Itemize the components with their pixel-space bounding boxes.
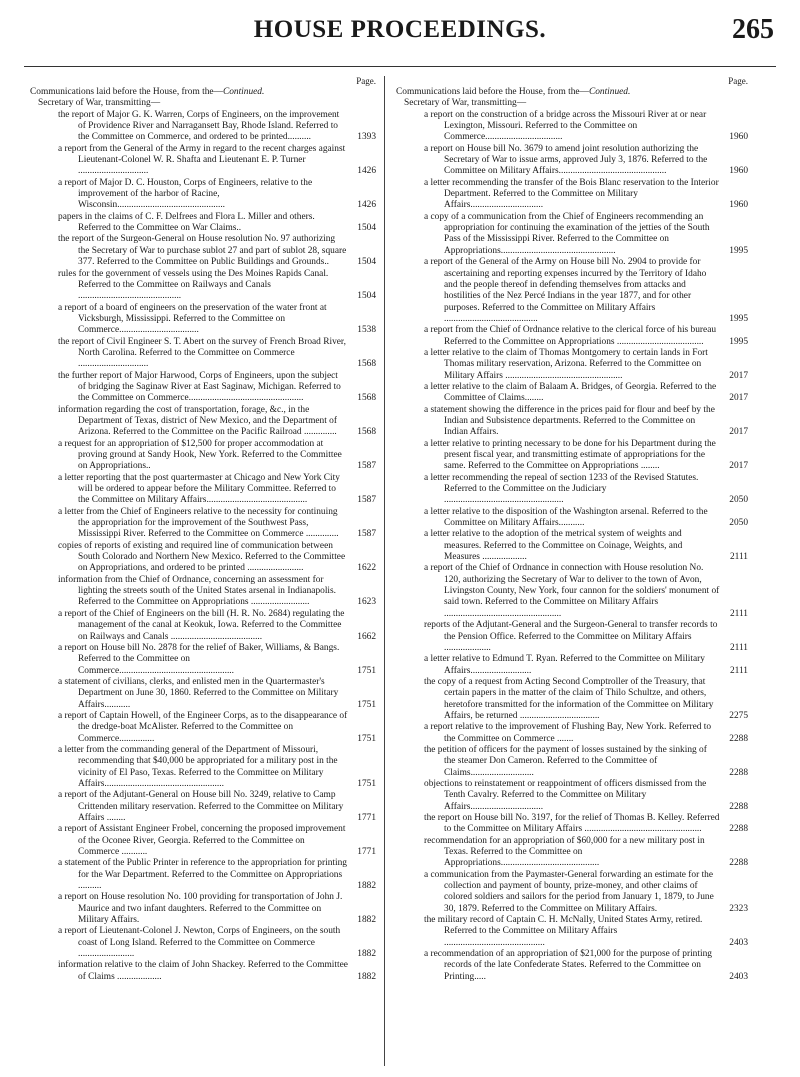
index-entry <box>30 745 376 790</box>
entry-page-ref: 1882 <box>357 915 376 926</box>
index-entry <box>30 575 376 609</box>
entry-page-ref: 1504 <box>357 291 376 302</box>
entry-page-ref: 2288 <box>729 733 748 744</box>
index-entry <box>30 303 376 337</box>
index-entry <box>30 337 376 371</box>
entry-page-ref: 1882 <box>357 949 376 960</box>
entry-page-ref: 2323 <box>729 903 748 914</box>
entry-page-ref: 1995 <box>729 245 748 256</box>
entry-text: reports of the Adjutant-General and the Surgeon-General to transfer records to the Pension Office. Referred to the Committee on Military Affairs .................... <box>424 620 718 653</box>
page-number: 265 <box>732 14 774 45</box>
entry-page-ref: 1623 <box>357 597 376 608</box>
entry-page-ref: 1538 <box>357 325 376 336</box>
entry-text: the petition of officers for the payment of losses sustained by the sinking of the steamer Don Cameron. Referred to the Committee of Claims........................... <box>424 744 707 778</box>
entry-page-ref: 2288 <box>729 858 748 869</box>
index-entry <box>396 779 748 813</box>
entry-page-ref: 1995 <box>729 313 748 324</box>
entry-text: a report of the Chief of Ordnance in connection with House resolution No. 120, authorizing the Secretary of War to deliver to the town of Avon, Livingston County, New York, four cannon for the soldiers' monument of said town. Referred to the Committee on Military Affairs .................................................. <box>424 563 720 619</box>
entry-text: a report of Major D. C. Houston, Corps of Engineers, relative to the improvement of the harbor of Racine, Wisconsin.............................................. <box>58 177 313 211</box>
index-entry <box>396 813 748 836</box>
index-entry <box>30 926 376 960</box>
entry-page-ref: 2403 <box>729 937 748 948</box>
entry-page-ref: 1751 <box>357 778 376 789</box>
index-entry <box>30 212 376 235</box>
entry-text: the military record of Captain C. H. McNally, United States Army, retired. Referred to the Committee on Military Affairs ........................................... <box>424 915 703 948</box>
entry-text: recommendation for an appropriation of $60,000 for a new military post in Texas. Referred to the Committee on Appropriations.......................................... <box>424 835 705 869</box>
page-header <box>24 6 776 67</box>
index-entry <box>396 745 748 779</box>
entry-text: a report from the General of the Army in regard to the recent charges against Lieutenant-Colonel W. R. Shafta and Lieutenant E. P. Turner .............................. <box>58 143 346 177</box>
entry-page-ref: 1426 <box>357 166 376 177</box>
entry-page-ref: 1393 <box>357 132 376 143</box>
entry-text: a letter relative to the adoption of the metrical system of weights and measures. Referred to the Committee on Coinage, Weights, and Measures ................... <box>424 529 683 563</box>
entry-page-ref: 2050 <box>729 518 748 529</box>
entry-text: the copy of a request from Acting Second Comptroller of the Treasury, that certain papers in the matter of the claim of Thilo Schultze, and others, heretofore transmitted for the information of the Committee on Military Affairs, be returned .................................. <box>424 676 714 721</box>
entry-page-ref: 1960 <box>729 132 748 143</box>
index-entry <box>396 473 748 507</box>
entry-page-ref: 2275 <box>729 710 748 721</box>
entry-text: a report relative to the improvement of Flushing Bay, New York. Referred to the Committee on Commerce ....... <box>424 722 712 744</box>
entry-page-ref: 1568 <box>357 359 376 370</box>
index-entry <box>30 858 376 892</box>
index-entry <box>396 620 748 654</box>
entry-page-ref: 1568 <box>357 393 376 404</box>
index-entry <box>396 405 748 439</box>
entry-text: papers in the claims of C. F. Delfrees and Flora L. Miller and others. Referred to the Committee on War Claims.. <box>58 211 315 234</box>
entry-page-ref: 2403 <box>729 971 748 982</box>
entry-text: a report of the General of the Army on House bill No. 2904 to provide for ascertaining and reporting expenses incurred by the Territory of Idaho and the people thereof in defending themselves from attacks and hostilities of the Nez Percé Indians in the year 1877, and for other purposes. Referred to the Committee on Military Affairs ........................................ <box>424 257 707 324</box>
entry-text: a recommendation of an appropriation of $21,000 for the purpose of printing records of the late Confederate States. Referred to the Committee on Printing..... <box>424 949 712 982</box>
index-entry <box>396 325 748 348</box>
section-intro <box>396 87 748 98</box>
index-entry <box>30 178 376 212</box>
entry-page-ref: 1995 <box>729 336 748 347</box>
entry-page-ref: 1587 <box>357 529 376 540</box>
entry-text: the report on House bill No. 3197, for the relief of Thomas B. Kelley. Referred to the Committee on Military Affairs .................................................. <box>424 813 720 835</box>
entry-page-ref: 1882 <box>357 971 376 982</box>
entry-text: a letter relative to the claim of Balaam A. Bridges, of Georgia. Referred to the Committee of Claims........ <box>424 381 717 404</box>
index-entry <box>30 960 376 983</box>
entry-text: a communication from the Paymaster-General forwarding an estimate for the collection and payment of bounty, prize-money, and other claims of colored soldiers and sailors for the period from January 1, 1879, to June 30, 1879. Referred to the Committee on Military Affairs. <box>424 869 714 914</box>
entry-page-ref: 1882 <box>357 881 376 892</box>
left-column <box>30 76 376 983</box>
index-entry <box>396 949 748 983</box>
index-entry <box>396 677 748 722</box>
entry-text: the report of Civil Engineer S. T. Abert on the survey of French Broad River, North Carolina. Referred to the Committee on Commerce .............................. <box>58 336 347 370</box>
entry-text: the further report of Major Harwood, Corps of Engineers, upon the subject of bridging the Saginaw River at East Saginaw, Michigan. Referred to the Committee on Commerce................................................. <box>58 370 341 404</box>
index-entry <box>30 677 376 711</box>
entry-page-ref: 2111 <box>729 665 748 676</box>
entry-page-ref: 2017 <box>729 427 748 438</box>
entry-text: a report of the Chief of Engineers on the bill (H. R. No. 2684) regulating the management of the canal at Keokuk, Iowa. Referred to the Committee on Railways and Canals ....................................... <box>58 608 345 642</box>
entry-text: a letter recommending the transfer of the Bois Blanc reservation to the Interior Department. Referred to the Committee on Military Affairs............................... <box>424 177 719 211</box>
section-subheading: Secretary of War, transmitting— <box>404 98 527 109</box>
index-entry <box>30 371 376 405</box>
entry-text: objections to reinstatement or reappointment of officers dismissed from the Tenth Cavalry. Referred to the Committee on Military Affairs............................... <box>424 778 707 812</box>
entry-text: copies of reports of existing and required line of communication between South Colorado and Northern New Mexico. Referred to the Committee on Appropriations, and ordered to be printed ........................ <box>58 540 346 574</box>
entry-text: a letter recommending the repeal of section 1233 of the Revised Statutes. Referred to the Committee on the Judiciary ................................................... <box>424 472 699 506</box>
entry-text: a statement showing the difference in the prices paid for flour and beef by the Indian and Subsistence departments. Referred to the Committee on Indian Affairs. <box>424 404 715 438</box>
index-entry <box>30 269 376 303</box>
index-entry <box>30 234 376 268</box>
index-entry <box>396 915 748 949</box>
entry-text: a report on House bill No. 2878 for the relief of Baker, Williams, & Bangs. Referred to the Committee on Commerce................................................. <box>58 642 340 676</box>
entry-text: a report on House resolution No. 100 providing for transportation of John J. Maurice and two infant daughters. Referred to the Committee on Military Affairs. <box>58 892 343 926</box>
index-entry <box>396 110 748 144</box>
entry-page-ref: 1771 <box>357 847 376 858</box>
page-title: HOUSE PROCEEDINGS. <box>253 16 547 43</box>
index-entry <box>396 722 748 745</box>
entry-page-ref: 2017 <box>729 461 748 472</box>
index-entry <box>396 439 748 473</box>
entry-page-ref: 1426 <box>357 200 376 211</box>
index-entry <box>30 790 376 824</box>
entry-page-ref: 1587 <box>357 461 376 472</box>
index-entry <box>30 541 376 575</box>
entry-text: a letter from the Chief of Engineers relative to the necessity for continuing the appropriation for the improvement of the Southwest Pass, Mississippi River. Referred to the Committee on Commerce .............. <box>58 506 339 540</box>
index-entry <box>30 892 376 926</box>
index-entry <box>396 178 748 212</box>
entry-text: a statement of the Public Printer in reference to the appropriation for printing for the War Department. Referred to the Committee on Appropriations .......... <box>58 858 347 892</box>
entry-page-ref: 1504 <box>357 257 376 268</box>
index-entry <box>30 711 376 745</box>
entry-page-ref: 2288 <box>729 801 748 812</box>
entry-text: a letter relative to printing necessary to be done for his Department during the present fiscal year, and transmitting estimate of appropriations for the same. Referred to the Committee on Appropriations ........ <box>424 438 716 472</box>
entry-text: a report on the construction of a bridge across the Missouri River at or near Lexington, Missouri. Referred to the Committee on Commerce................................. <box>424 109 707 143</box>
entry-text: information from the Chief of Ordnance, concerning an assessment for lighting the streets south of the United States arsenal in Indianapolis. Referred to the Committee on Appropriations ......................... <box>58 574 337 608</box>
index-entry <box>30 609 376 643</box>
entry-text: a report from the Chief of Ordnance relative to the clerical force of his bureau Referred to the Committee on Appropriations ..................................... <box>424 325 717 347</box>
entry-text: a statement of civilians, clerks, and enlisted men in the Quartermaster's Department on June 30, 1860. Referred to the Committee on Military Affairs........... <box>58 676 339 710</box>
index-entry <box>396 507 748 530</box>
entry-list <box>396 110 748 983</box>
entry-text: a letter relative to the disposition of the Washington arsenal. Referred to the Committee on Military Affairs........... <box>424 506 708 529</box>
index-entry <box>30 824 376 858</box>
entry-text: a report of a board of engineers on the preservation of the water front at Vicksburgh, Mississippi. Referred to the Committee on Commerce.................................. <box>58 302 327 336</box>
index-entry <box>396 529 748 563</box>
entry-page-ref: 1504 <box>357 223 376 234</box>
entry-list <box>30 110 376 983</box>
index-entry <box>30 405 376 439</box>
entry-page-ref: 2111 <box>729 552 748 563</box>
index-entry <box>30 507 376 541</box>
entry-text: a report on House bill No. 3679 to amend joint resolution authorizing the Secretary of War to issue arms, approved July 3, 1876. Referred to the Committee on Military Affairs.............................................. <box>424 143 708 177</box>
index-entry <box>396 257 748 325</box>
entry-page-ref: 1622 <box>357 563 376 574</box>
entry-text: the report of Major G. K. Warren, Corps of Engineers, on the improvement of Providence River and Narragansett Bay, Rhode Island. Referred to the Committee on Commerce, and ordered to be printed.......... <box>58 109 340 143</box>
section-intro-continued: Continued. <box>222 87 265 97</box>
section-intro <box>30 87 376 98</box>
right-column <box>396 76 748 983</box>
entry-page-ref: 2111 <box>729 608 748 619</box>
entry-page-ref: 2111 <box>729 642 748 653</box>
entry-text: rules for the government of vessels using the Des Moines Rapids Canal. Referred to the Committee on Railways and Canals ............................................ <box>58 268 329 302</box>
column-divider <box>384 76 385 1066</box>
index-entry <box>396 212 748 257</box>
index-entry <box>396 144 748 178</box>
index-entry <box>396 870 748 915</box>
entry-page-ref: 1960 <box>729 166 748 177</box>
entry-text: a letter reporting that the post quartermaster at Chicago and New York City will be ordered to appear before the Military Committee. Referred to the Committee on Military Affairs........................................... <box>58 472 340 506</box>
index-entry <box>396 563 748 620</box>
index-entry <box>396 348 748 382</box>
index-entry <box>30 110 376 144</box>
entry-page-ref: 1771 <box>357 813 376 823</box>
entry-text: a report of the Adjutant-General on House bill No. 3249, relative to Camp Crittenden military reservation. Referred to the Committee on Military Affairs ........ <box>58 790 344 823</box>
entry-page-ref: 1587 <box>357 495 376 506</box>
index-entry <box>30 473 376 507</box>
entry-text: a request for an appropriation of $12,500 for proper accommodation at proving ground at Sandy Hook, New York. Referred to the Committee on Appropriations.. <box>58 438 342 472</box>
entry-page-ref: 2288 <box>729 824 748 835</box>
entry-text: a copy of a communication from the Chief of Engineers recommending an appropriation for continuing the examination of the jetties of the South Pass of the Mississippi River. Referred to the Committee on Appropriations................................................. <box>424 211 710 256</box>
entry-page-ref: 2017 <box>729 370 748 381</box>
entry-page-ref: 1960 <box>729 200 748 211</box>
entry-text: information regarding the cost of transportation, forage, &c., in the Department of Texas, district of New Mexico, and the Department of Arizona. Referred to the Committee on the Pacific Railroad .............. <box>58 404 337 438</box>
section-intro-continued: Continued. <box>588 87 631 97</box>
page-column-label: Page. <box>356 76 376 86</box>
entry-text: a report of Captain Howell, of the Engineer Corps, as to the disappearance of the dredge-boat McAlister. Referred to the Committee on Commerce............... <box>58 710 348 744</box>
entry-page-ref: 2017 <box>729 393 748 404</box>
entry-page-ref: 2288 <box>729 767 748 778</box>
entry-text: a report of Lieutenant-Colonel J. Newton, Corps of Engineers, on the south coast of Long Island. Referred to the Committee on Commerce ........................ <box>58 926 341 960</box>
index-entry <box>30 144 376 178</box>
page-column-label: Page. <box>728 76 748 86</box>
entry-page-ref: 1751 <box>357 733 376 744</box>
entry-text: a letter relative to the claim of Thomas Montgomery to certain lands in Fort Thomas military reservation, Arizona. Referred to the Committee on Military Affairs .................................................. <box>424 347 708 381</box>
entry-text: the report of the Surgeon-General on House resolution No. 97 authorizing the Secretary of War to purchase sublot 27 and part of sublot 28, square 377. Referred to the Committee on Public Buildings and Grounds.. <box>58 234 347 268</box>
index-entry <box>30 643 376 677</box>
section-subheading: Secretary of War, transmitting— <box>38 98 161 109</box>
entry-text: a report of Assistant Engineer Frobel, concerning the proposed improvement of the Oconee River, Georgia. Referred to the Committee on Commerce ........... <box>58 824 346 858</box>
index-entry <box>30 439 376 473</box>
entry-page-ref: 1662 <box>357 631 376 642</box>
section-intro-text: Communications laid before the House, from the— <box>30 87 223 97</box>
entry-page-ref: 2050 <box>729 495 748 506</box>
entry-text: a letter relative to Edmund T. Ryan. Referred to the Committee on Military Affairs.......................... <box>424 654 705 676</box>
entry-text: information relative to the claim of John Shackey. Referred to the Committee of Claims ................... <box>58 960 348 982</box>
entry-text: a letter from the commanding general of the Department of Missouri, recommending that $40,000 be appropriated for a military post in the vicinity of El Paso, Texas. Referred to the Committee on Military Affairs................................................... <box>58 744 338 789</box>
index-entry <box>396 654 748 677</box>
entry-page-ref: 1751 <box>357 665 376 676</box>
index-entry <box>396 836 748 870</box>
index-entry <box>396 382 748 405</box>
entry-page-ref: 1751 <box>357 699 376 710</box>
entry-page-ref: 1568 <box>357 427 376 438</box>
section-intro-text: Communications laid before the House, from the— <box>396 87 589 97</box>
